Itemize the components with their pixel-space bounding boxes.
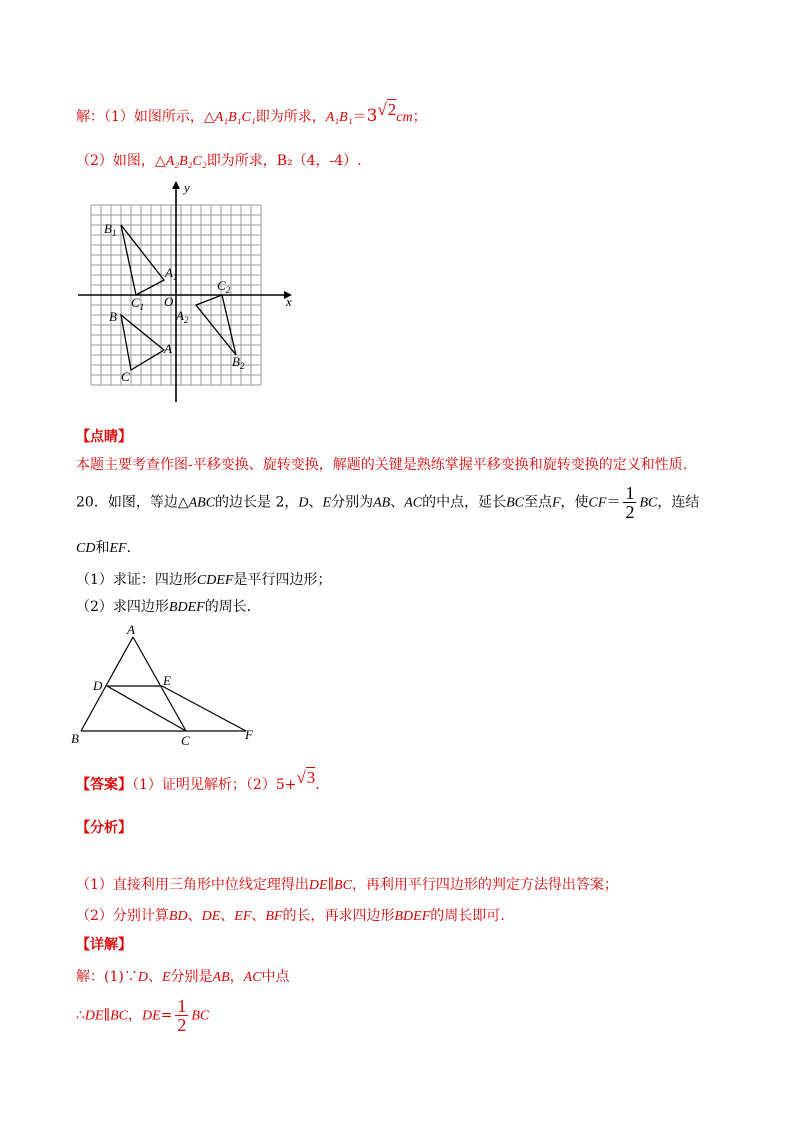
d-math: AB [212, 970, 230, 985]
q-text: 的周长. [204, 599, 252, 615]
fraction-one-half [175, 997, 188, 1034]
label-point-b: B [71, 731, 79, 746]
analysis-line-2 [76, 905, 505, 925]
q-text: 20．如图，等边△ [76, 494, 189, 511]
answer-tag: 【答案】 [76, 777, 132, 793]
grid-labels [104, 180, 292, 384]
detail-line-1 [76, 966, 290, 986]
q-math: CF [588, 495, 607, 511]
label-a2: $A_2$ [176, 308, 189, 325]
detail-line-2 [76, 997, 209, 1034]
sqrt-expression: √2 [377, 100, 397, 119]
dianjing-title: 【点睛】 [76, 429, 132, 445]
triangle-name: A₁B₁C₁ [214, 110, 256, 125]
q-text: . [126, 540, 132, 556]
solution-text: 即为所求， [255, 109, 326, 125]
solution-line-1 [76, 100, 427, 126]
a-text: 的周长即可. [430, 908, 505, 924]
numerator: 1 [625, 483, 635, 503]
q-math: ABC [188, 495, 216, 511]
numerator: 1 [177, 996, 187, 1016]
label-b: B [109, 309, 117, 324]
answer-line [76, 768, 320, 794]
q-text: 分别为 [331, 494, 374, 511]
q-text: ＝ [606, 494, 621, 511]
punctuation: . [315, 777, 320, 793]
label-a1: $A_1$ [165, 265, 178, 282]
a-text: 的长，再求四边形 [282, 908, 395, 924]
q-math: CD [76, 541, 96, 556]
label-point-c: C [181, 733, 190, 748]
radicand: 2 [387, 100, 397, 119]
denominator: 2 [177, 1015, 187, 1035]
a-math: BDEF [394, 909, 431, 924]
question-20-line-2 [76, 537, 131, 557]
y-axis-label: y [184, 180, 190, 195]
a-text: 、 [187, 908, 202, 924]
q-text: （1）求证：四边形 [76, 572, 197, 588]
q-text: ，使 [560, 494, 589, 511]
question-20-line-1 [76, 484, 699, 521]
d-text: ， [229, 969, 244, 985]
d-math: DE [141, 1008, 161, 1024]
d-text: ∴ [76, 1007, 85, 1024]
d-math: BC [191, 1008, 210, 1024]
radicand: 3 [306, 768, 316, 787]
q-math: E [322, 495, 332, 511]
a-math: BD [168, 909, 188, 924]
y-axis-arrow [172, 181, 180, 189]
q-text: 的边长是 2， [215, 494, 299, 511]
q-math: F [551, 495, 561, 511]
d-math: E [161, 970, 171, 985]
q-math: AC [404, 495, 423, 511]
q-text: 至点 [523, 494, 552, 511]
answer-text: （1）证明见解析；（2）5+ [132, 777, 297, 793]
unit: cm [396, 110, 413, 125]
a-text: 、 [251, 908, 266, 924]
a-text: ∥ [327, 877, 335, 893]
coefficient: 3 [366, 106, 378, 126]
x-axis-label: x [286, 294, 292, 309]
q-math: AB [373, 495, 391, 511]
label-point-f: F [245, 727, 253, 742]
d-math: D [137, 970, 148, 985]
d-text: ∥ [103, 1007, 111, 1024]
q-text: 的中点，延长 [422, 494, 507, 511]
triangle-figure [66, 620, 266, 750]
a-math: EF [234, 909, 252, 924]
denominator: 2 [625, 502, 635, 522]
q-math: D [298, 495, 309, 511]
q-text: 、 [308, 494, 323, 511]
a-math: DE [201, 909, 221, 924]
d-text: ， [127, 1007, 142, 1024]
analysis-line-1 [76, 874, 618, 894]
label-b2: $B_2$ [232, 354, 245, 371]
a-math: DE [308, 878, 328, 893]
d-math: DE [84, 1008, 104, 1024]
solution-text: （2）如图，△ [76, 153, 166, 169]
label-point-a: A [127, 622, 135, 637]
segment-name: A₁B₁ [325, 110, 353, 125]
q-text: ，连结 [657, 494, 700, 511]
a-text: （1）直接利用三角形中位线定理得出 [76, 877, 309, 893]
label-point-d: D [93, 678, 103, 693]
coordinate-grid-figure [76, 180, 296, 406]
d-math: AC [243, 970, 262, 985]
solution-line-2 [76, 150, 362, 170]
question-20-sub-2 [76, 596, 251, 616]
d-math: BC [110, 1008, 128, 1024]
label-b1: $B_1$ [104, 221, 117, 238]
axes [78, 186, 286, 402]
triangle-name: A₂B₂C₂ [165, 154, 207, 169]
question-20-sub-1 [76, 569, 331, 589]
dianjing-text: 本题主要考查作图-平移变换、旋转变换，解题的关键是熟练掌握平移变换和旋转变换的定义和性质. [76, 457, 688, 473]
equals-sign: ＝ [352, 109, 367, 125]
punctuation: ； [412, 109, 427, 125]
q-math: BDEF [168, 600, 205, 615]
solution-text: 解：（1）如图所示，△ [76, 109, 215, 125]
q-math: EF [109, 541, 127, 556]
origin-label: O [164, 294, 174, 309]
d-text: 分别是 [170, 969, 213, 985]
q-text: 是平行四边形； [233, 572, 332, 588]
label-point-e: E [163, 673, 171, 688]
label-c1: $C_1$ [131, 295, 145, 312]
q-text: （2）求四边形 [76, 599, 169, 615]
solution-text: 即为所求，B₂（4，-4）. [206, 153, 362, 169]
label-c: C [121, 369, 130, 384]
a-math: BC [334, 878, 352, 893]
d-text: 解：(1)∵ [76, 969, 138, 985]
triangle-abc [121, 315, 164, 370]
d-text: 、 [147, 969, 162, 985]
sqrt-expression: √3 [296, 768, 316, 787]
label-c2: $C_2$ [217, 278, 231, 295]
q-math: CDEF [196, 573, 234, 588]
q-text: 和 [95, 540, 110, 556]
q-text: 、 [390, 494, 405, 511]
a-text: 、 [220, 908, 235, 924]
q-math: BC [639, 495, 658, 511]
analysis-title: 【分析】 [76, 820, 132, 836]
detail-title: 【详解】 [76, 937, 132, 953]
d-text: 中点 [261, 969, 290, 985]
label-a: A [164, 341, 172, 356]
a-math: BF [265, 909, 283, 924]
d-text: = [160, 1007, 173, 1024]
a-text: （2）分别计算 [76, 908, 169, 924]
a-text: ，再利用平行四边形的判定方法得出答案； [351, 877, 618, 893]
fraction-one-half [623, 484, 636, 521]
q-math: BC [506, 495, 524, 511]
